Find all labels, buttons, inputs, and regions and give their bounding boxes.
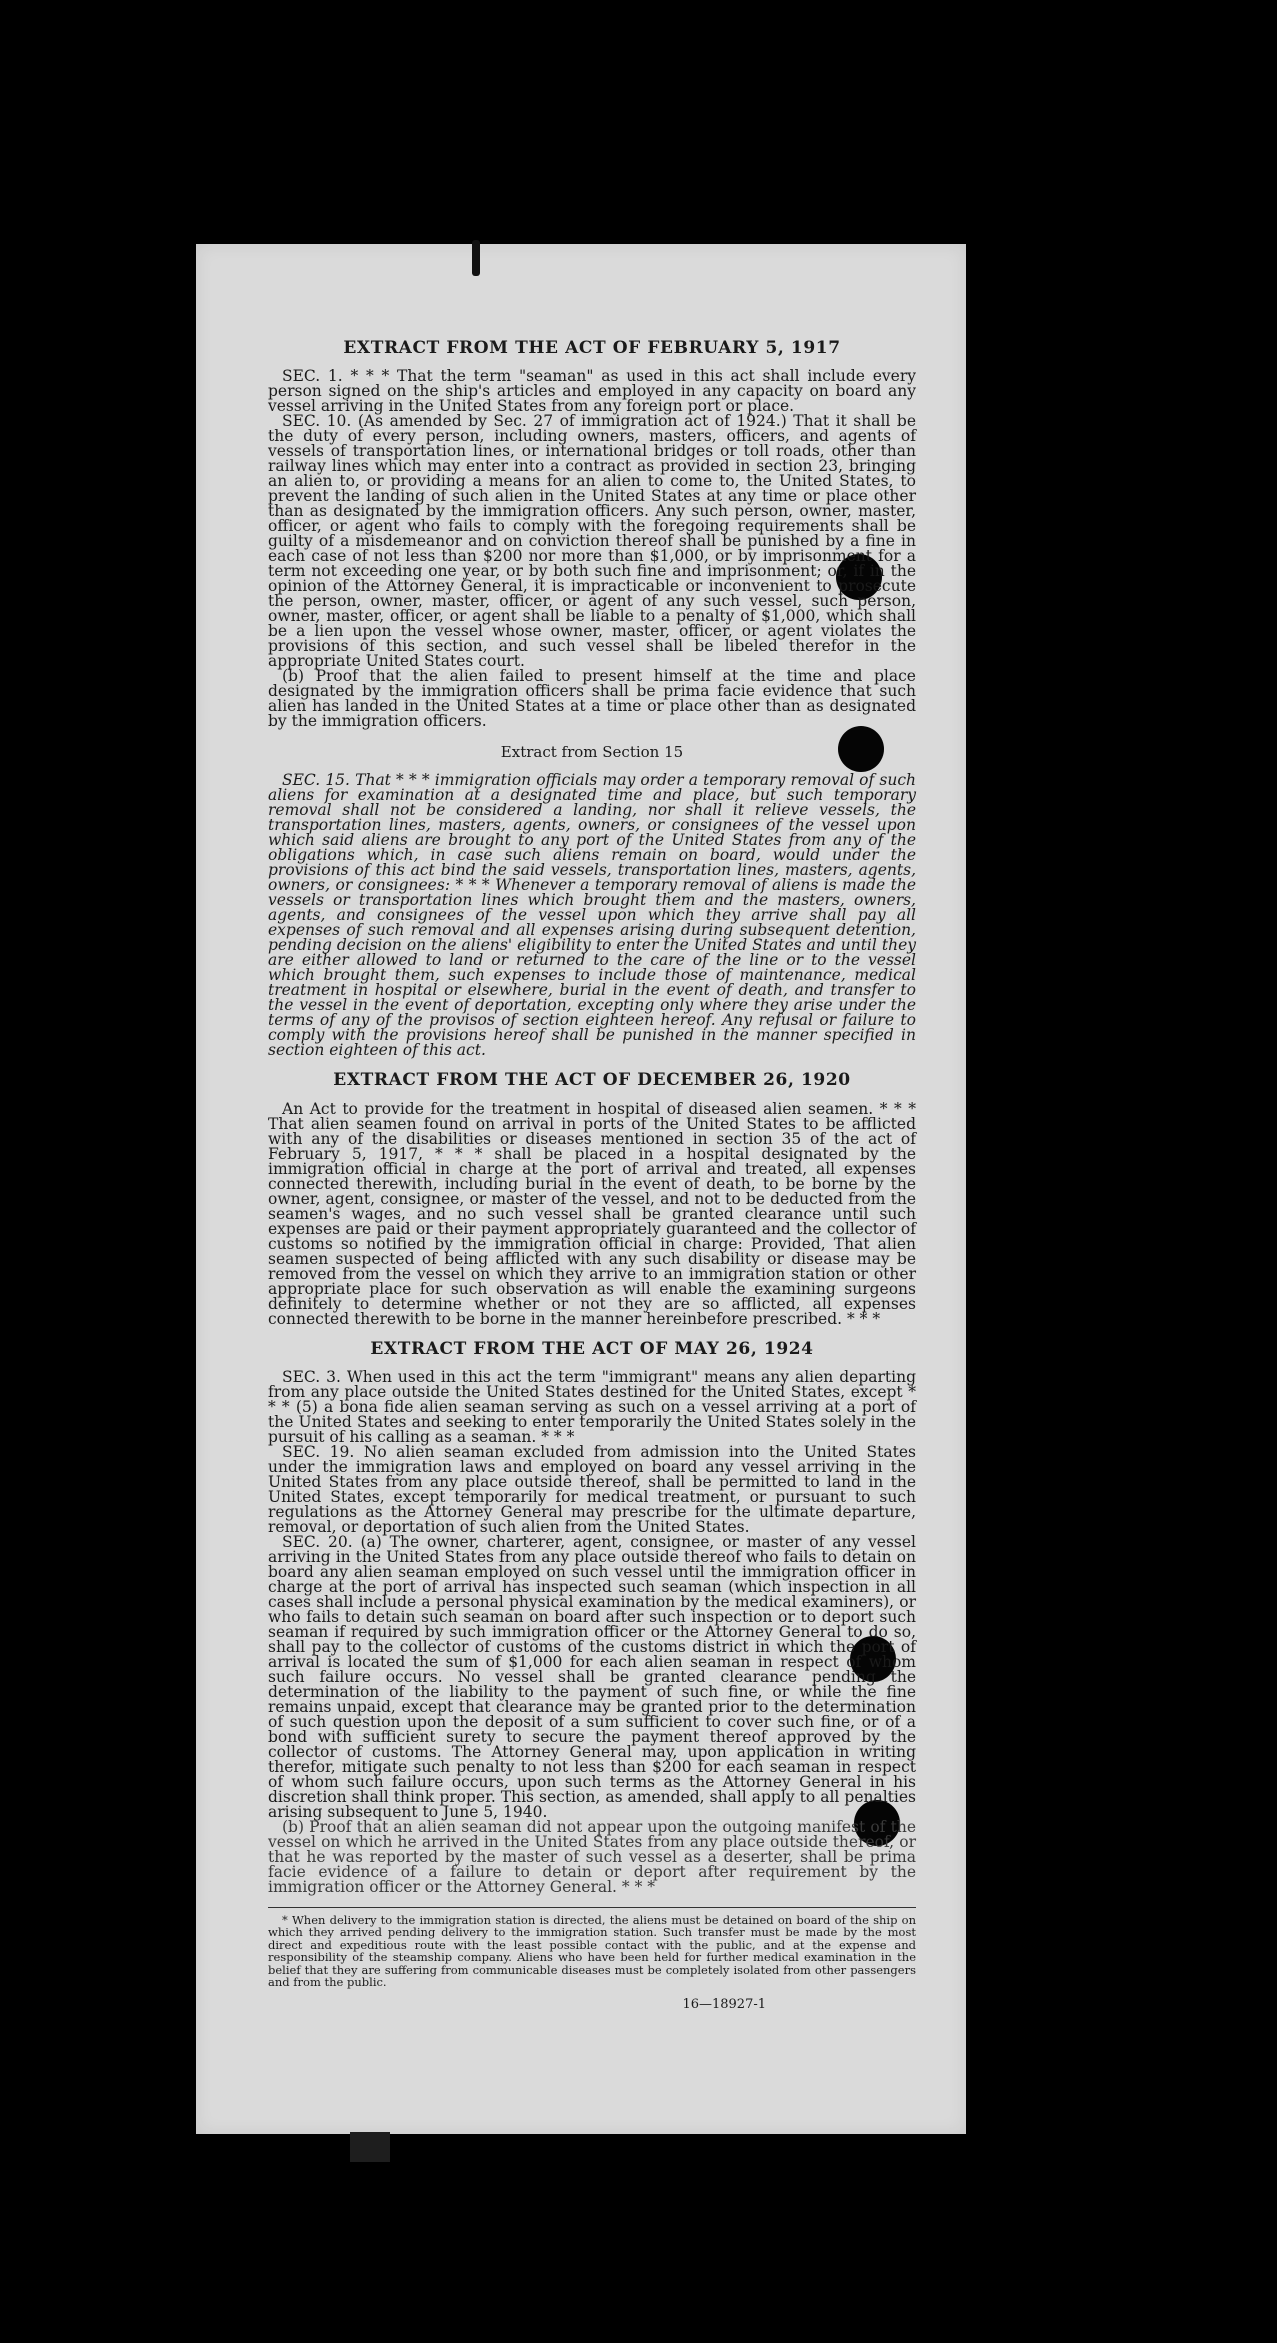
paragraph-sec-1: SEC. 1. * * * That the term "seaman" as used in this act shall include every person signed on the ship's articles and employed in any capacity on board any vessel arriving in the United States from any foreign port or place. <box>268 367 916 416</box>
paragraph-sec-19: SEC. 19. No alien seaman excluded from admission into the United States under the immigration laws and employed on board any vessel arriving in the United States from any place outside thereof, shall be permitted to land in the United States, except temporarily for medical treatment, or pursuant to such regulations as the Attorney General may prescribe for the ultimate departure, removal, or deportation of such alien from the United States. <box>268 1442 916 1536</box>
paragraph-sec-15: SEC. 15. That * * * immigration officials may order a temporary removal of such aliens for examination at a designated time and place, but such temporary removal shall not be considered a landing, nor shall it relieve vessels, the transportation lines, masters, agents, owners, or consignees of the vessel upon which said aliens are brought to any port of the United States from any of the obligations which, in case such aliens remain on board, would under the provisions of this act bind the said vessels, transportation lines, masters, agents, owners, or consignees: * * * Whenever a temporary removal of aliens is made the vessels or transportation lines which brought them and the masters, owners, agents, and consignees of the vessel upon which they arrive shall pay all expenses of such removal and all expenses arising during subsequent detention, pending decision on the aliens' eligibility to enter the United States and until they are either allowed to land or returned to the care of the line or to the vessel which brought them, such expenses to include those of maintenance, medical treatment in hospital or elsewhere, burial in the event of death, and transfer to the vessel in the event of deportation, excepting only where they arise under the terms of any of the provisos of section eighteen hereof. Any refusal or failure to comply with the provisions hereof shall be punished in the manner specified in section eighteen of this act. <box>268 771 916 1060</box>
section-15-subheading: Extract from Section 15 <box>500 743 684 762</box>
paragraph-sec-3: SEC. 3. When used in this act the term "immigrant" means any alien departing from any place outside the United States destined for the United States, except * * * (5) a bona fide alien seaman serving as such on a vessel arriving at a port of the United States and seeking to enter temporarily the United States solely in the pursuit of his calling as a seaman. * * * <box>268 1367 916 1446</box>
footnote-divider <box>268 1907 916 1908</box>
paragraph-sec-10-b: (b) Proof that the alien failed to present himself at the time and place designated by the immigration officers shall be prima facie evidence that such alien has landed in the United States at a time or place other than as designated by the immigration officers. <box>268 667 916 731</box>
top-tear-mark <box>472 240 480 276</box>
bottom-tear-mark <box>350 2132 390 2162</box>
section-heading-1917: EXTRACT FROM THE ACT OF FEBRUARY 5, 1917 <box>343 338 841 358</box>
paragraph-sec-20-a: SEC. 20. (a) The owner, charterer, agent, consignee, or master of any vessel arriving in the United States from any place outside thereof who fails to detain on board any alien seaman employed on such vessel until the immigration officer in charge at the port of arrival has inspected such seaman (which inspection in all cases shall include a personal physical examination by the medical examiners), or who fails to detain such seaman on board after such inspection or to deport such seaman if required by such immigration officer or the Attorney General to do so, shall pay to the collector of customs of the customs district in which the port of arrival is located the sum of $1,000 for each alien seaman in respect of whom such failure occurs. No vessel shall be granted clearance pending the determination of the liability to the payment of such fine, or while the fine remains unpaid, except that clearance may be granted prior to the determination of such question upon the deposit of a sum sufficient to cover such fine, or of a bond with sufficient surety to secure the payment thereof approved by the collector of customs. The Attorney General may, upon application in writing therefor, mitigate such penalty to not less than $200 for each seaman in respect of whom such failure occurs, upon such terms as the Attorney General in his discretion shall think proper. This section, as amended, shall apply to all penalties arising subsequent to June 5, 1940. <box>268 1532 916 1821</box>
section-heading-1924: EXTRACT FROM THE ACT OF MAY 26, 1924 <box>370 1338 814 1359</box>
footnote: * When delivery to the immigration station is directed, the aliens must be detained on board of the ship on which they arrived pending delivery to the immigration station. Such transfer must be made by the most direct and expeditious route with the least possible contact with the public, and at the expense and responsibility of the steamship company. Aliens who have been held for further medical examination in the belief that they are suffering from communicable diseases must be completely isolated from other passengers and from the public. <box>268 1912 916 1990</box>
form-number: 16—18927-1 <box>682 1996 766 2012</box>
document-sheet <box>196 244 966 2134</box>
paragraph-sec-20-b: (b) Proof that an alien seaman did not appear upon the outgoing manifest of the vessel on which he arrived in the United States from any place outside thereof, or that he was reported by the master of such vessel as a deserter, shall be prima facie evidence of a failure to detain or deport after requirement by the immigration officer or the Attorney General. * * * <box>268 1817 916 1896</box>
paragraph-sec-10: SEC. 10. (As amended by Sec. 27 of immigration act of 1924.) That it shall be the duty of every person, including owners, masters, officers, and agents of vessels of transportation lines, or international bridges or toll roads, other than railway lines which may enter into a contract as provided in section 23, bringing an alien to, or providing a means for an alien to come to, the United States, to prevent the landing of such alien in the United States at any time or place other than as designated by the immigration officers. Any such person, owner, master, officer, or agent who fails to comply with the foregoing requirements shall be guilty of a misdemeanor and on conviction thereof shall be punished by a fine in each case of not less than $200 nor more than $1,000, or by imprisonment for a term not exceeding one year, or by both such fine and imprisonment; or, if in the opinion of the Attorney General, it is impracticable or inconvenient to prosecute the person, owner, master, officer, or agent of any such vessel, such person, owner, master, officer, or agent shall be liable to a penalty of $1,000, which shall be a lien upon the vessel whose owner, master, officer, or agent violates the provisions of this section, and such vessel shall be libeled therefor in the appropriate United States court. <box>268 412 916 671</box>
paragraph-act-1920: An Act to provide for the treatment in hospital of diseased alien seamen. * * * That alien seamen found on arrival in ports of the United States to be afflicted with any of the disabilities or diseases mentioned in section 35 of the act of February 5, 1917, * * * shall be placed in a hospital designated by the immigration official in charge at the port of arrival and treated, all expenses connected therewith, including burial in the event of death, to be borne by the owner, agent, consignee, or master of the vessel, and not to be deducted from the seamen's wages, and no such vessel shall be granted clearance until such expenses are paid or their payment appropriately guaranteed and the collector of customs so notified by the immigration official in charge: Provided, That alien seamen suspected of being afflicted with any such disability or disease may be removed from the vessel on which they arrive to an immigration station or other appropriate place for such observation as will enable the examining surgeons definitely to determine whether or not they are so afflicted, all expenses connected therewith to be borne in the manner hereinbefore prescribed. * * * <box>268 1099 916 1328</box>
document-content <box>268 338 916 2012</box>
section-heading-1920: EXTRACT FROM THE ACT OF DECEMBER 26, 1920 <box>333 1070 851 1091</box>
